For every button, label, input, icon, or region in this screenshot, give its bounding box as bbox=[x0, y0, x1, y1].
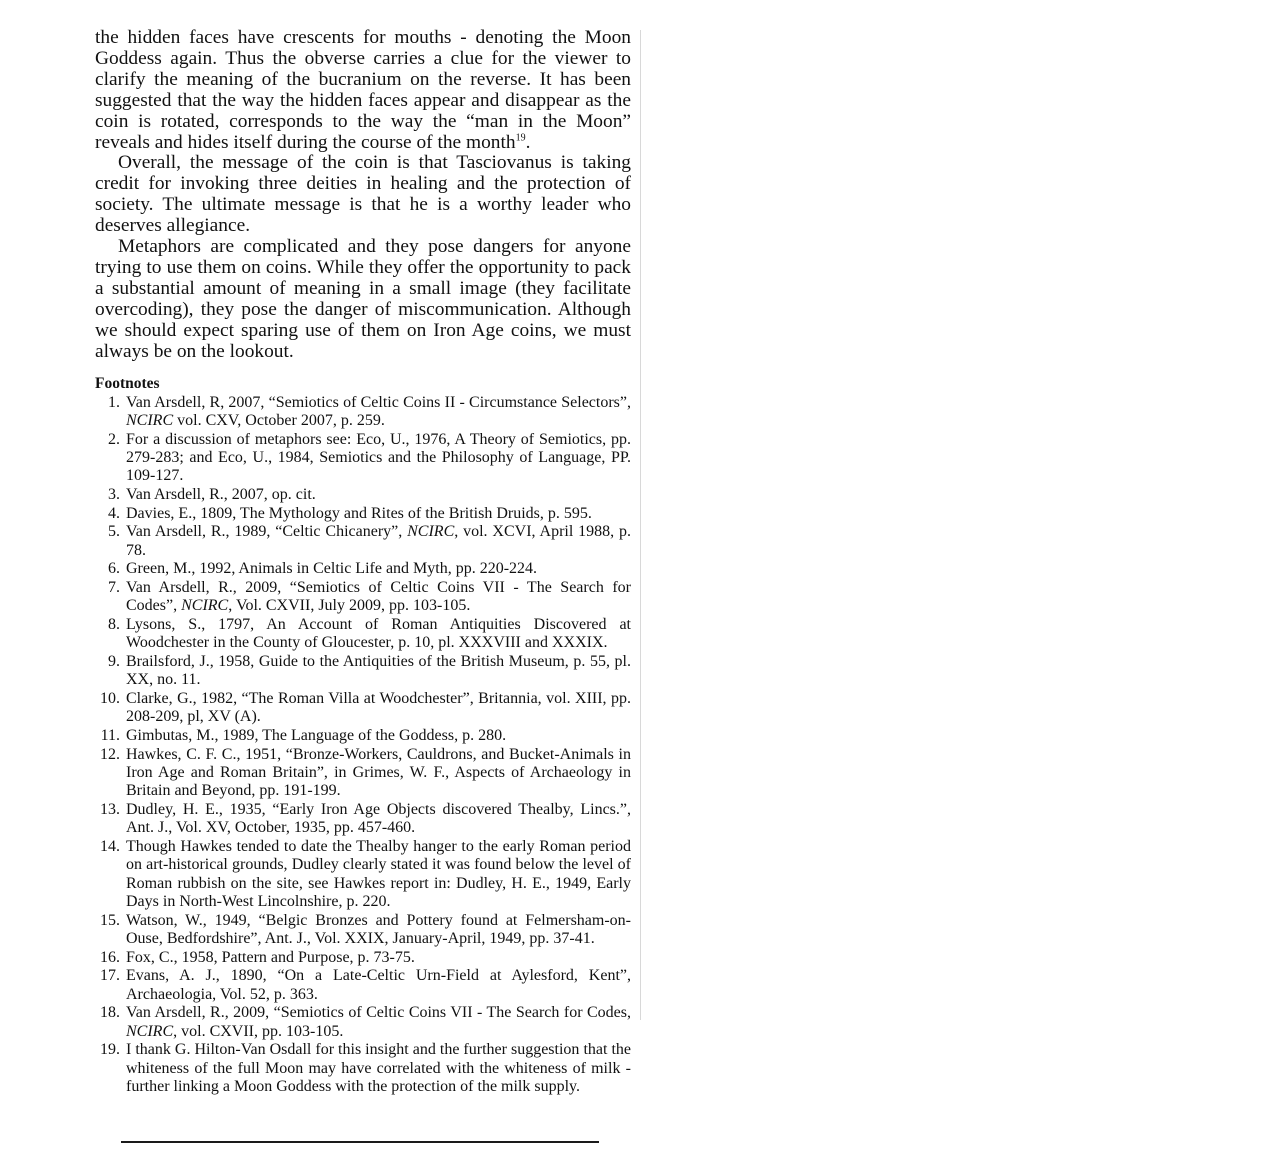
paragraph-end: . bbox=[525, 131, 531, 153]
footnote-text: Van Arsdell, R., 2009, “Semiotics of Celtic Coins VII - The Search for Codes”, bbox=[126, 579, 631, 615]
footnote-text: Dudley, H. E., 1935, “Early Iron Age Objects discovered Thealby, Lincs.”, Ant. J., Vol. XV, October, 1935, pp. 457-460. bbox=[126, 801, 631, 837]
footnote-text-end: vol. CXV, October 2007, p. 259. bbox=[173, 411, 385, 429]
footnote-item bbox=[95, 949, 631, 967]
text-column bbox=[95, 28, 631, 1097]
footnote-number: 8. bbox=[108, 616, 120, 634]
footnote-number: 14. bbox=[100, 838, 120, 856]
footnote-number: 16. bbox=[100, 948, 120, 966]
footnote-journal: NCIRC bbox=[126, 411, 174, 429]
footnote-item bbox=[95, 746, 631, 801]
footnote-item bbox=[95, 1041, 631, 1096]
footnote-text: Hawkes, C. F. C., 1951, “Bronze-Workers, Cauldrons, and Bucket-Animals in Iron Age and Roman Britain”, in Grimes, W. F., Aspects of Archaeology in Britain and Beyond, pp. 191-199. bbox=[126, 745, 631, 800]
paragraph: Metaphors are complicated and they pose dangers for anyone trying to use them on coins. While they offer the opportunity to pack a substantial amount of meaning in a small image (they facilitate overcoding), they pose the danger of miscommunication. Although we should expect sparing use of them on Iron Age coins, we must always be on the lookout. bbox=[95, 236, 631, 362]
footnote-item bbox=[95, 431, 631, 486]
footnote-item bbox=[95, 523, 631, 559]
footnote-text: Van Arsdell, R, 2007, “Semiotics of Celtic Coins II - Circumstance Selectors”, bbox=[126, 393, 631, 411]
footnote-item bbox=[95, 1004, 631, 1040]
footnote-journal: NCIRC bbox=[126, 1022, 174, 1040]
footnote-item bbox=[95, 967, 631, 1003]
footnote-item bbox=[95, 838, 631, 911]
footnote-number: 19. bbox=[100, 1041, 120, 1059]
paragraph-text: the hidden faces have crescents for mouths - denoting the Moon Goddess again. Thus the obverse carries a clue for the viewer to clarify the meaning of the bucranium on the reverse. It has been suggested that the way the hidden faces appear and disappear as the coin is rotated, corresponds to the way the “man in the Moon” reveals and hides itself during the course of the month bbox=[95, 27, 631, 153]
footnote-number: 6. bbox=[108, 560, 120, 578]
footnote-item bbox=[95, 690, 631, 726]
footnote-text: Watson, W., 1949, “Belgic Bronzes and Pottery found at Felmersham-on-Ouse, Bedfordshire”, Ant. J., Vol. XXIX, January-April, 1949, pp. 37-41. bbox=[126, 911, 631, 947]
footnote-item bbox=[95, 727, 631, 745]
footnote-number: 2. bbox=[108, 430, 120, 448]
footnote-number: 9. bbox=[108, 653, 120, 671]
paragraph bbox=[95, 28, 631, 153]
footnote-item bbox=[95, 579, 631, 615]
footnote-item bbox=[95, 912, 631, 948]
footnote-text-end: , vol. XCVI, April 1988, p. 78. bbox=[126, 523, 632, 559]
footnote-text: Lysons, S., 1797, An Account of Roman Antiquities Discovered at Woodchester in the County of Gloucester, p. 10, pl. XXXVIII and XXXIX. bbox=[126, 616, 631, 652]
footnote-number: 1. bbox=[108, 393, 120, 411]
footnote-number: 15. bbox=[100, 911, 120, 929]
footnote-journal: NCIRC bbox=[181, 597, 229, 615]
footnote-text: Brailsford, J., 1958, Guide to the Antiquities of the British Museum, p. 55, pl. XX, no. 11. bbox=[126, 653, 631, 689]
footnotes-list bbox=[95, 394, 631, 1096]
column-divider bbox=[640, 30, 641, 1020]
footnote-ref: 19 bbox=[515, 132, 526, 144]
footnote-item bbox=[95, 505, 631, 523]
footnote-number: 18. bbox=[100, 1004, 120, 1022]
footnote-item bbox=[95, 616, 631, 652]
footnote-text: Clarke, G., 1982, “The Roman Villa at Woodchester”, Britannia, vol. XIII, pp. 208-209, pl, XV (A). bbox=[126, 690, 631, 726]
footnote-text: Davies, E., 1809, The Mythology and Rites of the British Druids, p. 595. bbox=[126, 504, 592, 522]
footnote-text: For a discussion of metaphors see: Eco, U., 1976, A Theory of Semiotics, pp. 279-283; and Eco, U., 1984, Semiotics and the Philosophy of Language, PP. 109-127. bbox=[126, 430, 631, 484]
footnote-number: 5. bbox=[108, 523, 120, 541]
footnote-item bbox=[95, 394, 631, 430]
footnote-item bbox=[95, 653, 631, 689]
footnote-number: 7. bbox=[108, 579, 120, 597]
footnote-number: 12. bbox=[100, 745, 120, 763]
footnote-journal: NCIRC bbox=[407, 523, 455, 541]
footnote-text: Van Arsdell, R., 2009, “Semiotics of Celtic Coins VII - The Search for Codes, bbox=[126, 1004, 631, 1022]
footnote-item bbox=[95, 801, 631, 837]
footnote-text: Van Arsdell, R., 1989, “Celtic Chicanery”, bbox=[126, 523, 408, 541]
footnote-text: Van Arsdell, R., 2007, op. cit. bbox=[126, 485, 316, 503]
footnote-number: 3. bbox=[108, 485, 120, 503]
footnote-text: Though Hawkes tended to date the Thealby hanger to the early Roman period on art-historical grounds, Dudley clearly stated it was found below the level of Roman rubbish on the site, see Hawkes report in: Dudley, H. E., 1949, Early Days in North-West Lincolnshire, p. 220. bbox=[126, 838, 631, 910]
footnote-number: 17. bbox=[100, 967, 120, 985]
article-body bbox=[95, 28, 631, 363]
footnote-text: I thank G. Hilton-Van Osdall for this insight and the further suggestion that the whiteness of the full Moon may have correlated with the whiteness of milk - further linking a Moon Goddess with the protection of the milk supply. bbox=[126, 1041, 631, 1095]
footnote-text: Gimbutas, M., 1989, The Language of the Goddess, p. 280. bbox=[126, 727, 507, 745]
paragraph: Overall, the message of the coin is that Tasciovanus is taking credit for invoking three deities in healing and the protection of society. The ultimate message is that he is a worthy leader who deserves allegiance. bbox=[95, 152, 631, 237]
footnotes-heading: Footnotes bbox=[95, 374, 160, 392]
footnote-text: Fox, C., 1958, Pattern and Purpose, p. 73-75. bbox=[126, 948, 415, 966]
bottom-rule bbox=[121, 1141, 599, 1143]
footnote-number: 11. bbox=[100, 727, 120, 745]
footnote-text: Evans, A. J., 1890, “On a Late-Celtic Urn-Field at Aylesford, Kent”, Archaeologia, Vol. 52, p. 363. bbox=[126, 967, 631, 1003]
footnote-number: 13. bbox=[100, 801, 120, 819]
footnote-text-end: , Vol. CXVII, July 2009, pp. 103-105. bbox=[228, 597, 471, 615]
footnote-text: Green, M., 1992, Animals in Celtic Life and Myth, pp. 220-224. bbox=[126, 560, 538, 578]
footnote-number: 4. bbox=[108, 504, 120, 522]
footnote-item bbox=[95, 560, 631, 578]
footnote-text-end: , vol. CXVII, pp. 103-105. bbox=[173, 1022, 344, 1040]
footnote-item bbox=[95, 486, 631, 504]
footnote-number: 10. bbox=[100, 690, 120, 708]
